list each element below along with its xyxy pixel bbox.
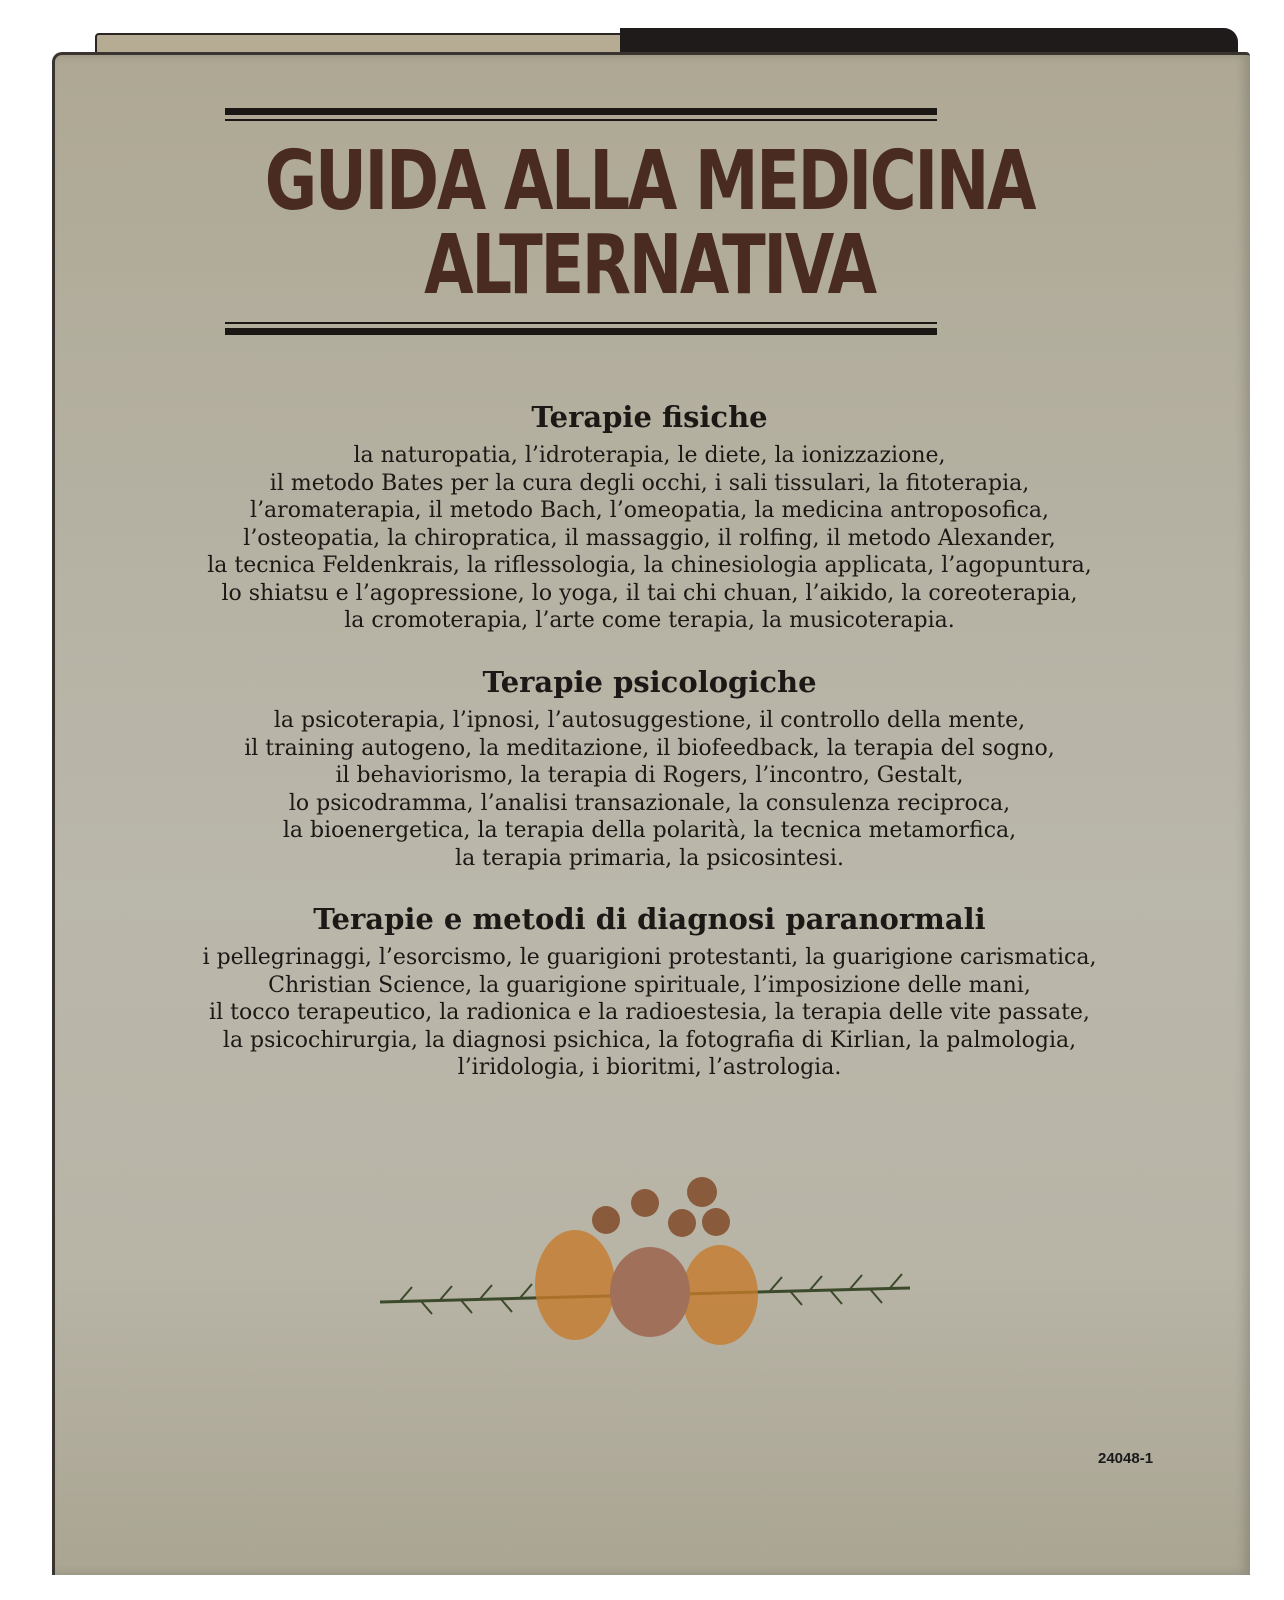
text-line: i pellegrinaggi, l’esorcismo, le guarigioni protestanti, la guarigione carismatica,	[202, 945, 1097, 970]
text-line: il tocco terapeutico, la radionica e la radioestesia, la terapia delle vite passate,	[209, 1000, 1090, 1025]
section-heading: Terapie fisiche	[531, 400, 768, 434]
text-line: la cromoterapia, l’arte come terapia, la musicoterapia.	[344, 608, 955, 633]
section-heading: Terapie psicologiche	[482, 665, 817, 699]
text-line: l’aromaterapia, il metodo Bach, l’omeopatia, la medicina antroposofica,	[250, 498, 1049, 523]
text-line: lo psicodramma, l’analisi transazionale, la consulenza reciproca,	[288, 790, 1011, 816]
text-line: Christian Science, la guarigione spirituale, l’imposizione delle mani,	[268, 972, 1031, 998]
section-terapie-paranormali	[52, 902, 1247, 1082]
text-line: la naturopatia, l’idroterapia, le diete, la ionizzazione,	[353, 443, 946, 468]
text-line: il training autogeno, la meditazione, il biofeedback, la terapia del sogno,	[244, 735, 1055, 761]
text-line: l’iridologia, i bioritmi, l’astrologia.	[457, 1055, 842, 1080]
text-line: la psicochirurgia, la diagnosi psichica, la fotografia di Kirlian, la palmologia,	[222, 1027, 1077, 1053]
section-terapie-psicologiche	[52, 665, 1247, 872]
text-line: la tecnica Feldenkrais, la riflessologia, la chinesiologia applicata, l’agopuntura,	[207, 553, 1092, 578]
text-line: l’osteopatia, la chiropratica, il massaggio, il rolfing, il metodo Alexander,	[243, 525, 1056, 551]
title-line-1: GUIDA ALLA MEDICINA	[264, 134, 1035, 229]
section-heading: Terapie e metodi di diagnosi paranormali	[313, 902, 986, 936]
text-line: il metodo Bates per la cura degli occhi, i sali tissulari, la fitoterapia,	[269, 470, 1030, 496]
catalog-code: 24048-1	[1098, 1450, 1154, 1467]
title-rule-top-thick	[225, 108, 937, 115]
text-line: lo shiatsu e l’agopressione, lo yoga, il tai chi chuan, l’aikido, la coreoterapia,	[221, 580, 1078, 606]
title-rule-top-thin	[225, 119, 937, 121]
title-line-2: ALTERNATIVA	[424, 218, 875, 313]
title-rule-bottom-thick	[225, 328, 937, 335]
pills-icon	[592, 1177, 730, 1237]
text-line: il behaviorismo, la terapia di Rogers, l’incontro, Gestalt,	[335, 763, 964, 788]
herbs-and-pills-illustration	[370, 1170, 930, 1370]
title-rule-bottom-thin	[225, 322, 937, 324]
garlic-clove-icon	[610, 1247, 690, 1337]
section-terapie-fisiche	[52, 400, 1247, 635]
text-line: la terapia primaria, la psicosintesi.	[455, 845, 844, 871]
text-line: la bioenergetica, la terapia della polarità, la tecnica metamorfica,	[282, 818, 1017, 843]
text-line: la psicoterapia, l’ipnosi, l’autosuggestione, il controllo della mente,	[273, 708, 1026, 733]
